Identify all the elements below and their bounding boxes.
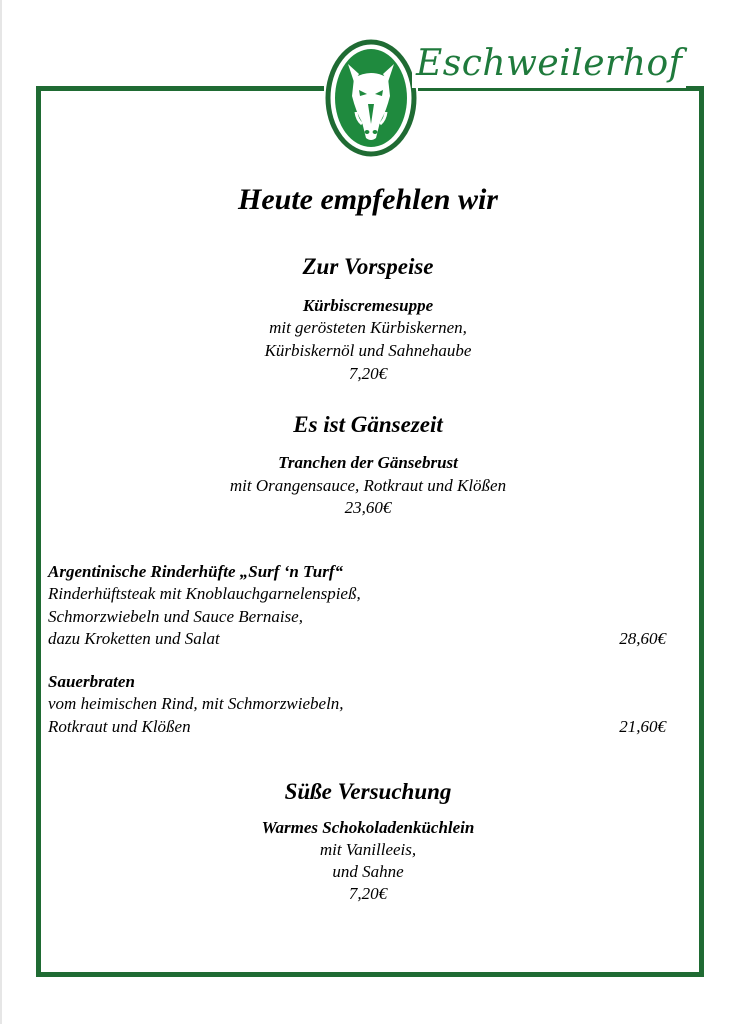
dish-description-line: vom heimischen Rind, mit Schmorzwiebeln, <box>48 694 344 713</box>
dish-description-line: Schmorzwiebeln und Sauce Bernaise, <box>48 607 303 626</box>
dish-price: 21,60€ <box>619 717 666 736</box>
dish-description-line: Rotkraut und Klößen <box>48 717 191 736</box>
dish-name-sauerbraten: Sauerbraten <box>48 672 135 691</box>
dish-description-line: Rinderhüftsteak mit Knoblauchgarnelenspieß, <box>48 584 361 603</box>
dish-price: 28,60€ <box>619 629 666 648</box>
dish-price: 23,60€ <box>344 498 392 517</box>
page-title: Heute empfehlen wir <box>238 183 498 216</box>
section-title-dessert: Süße Versuchung <box>284 779 452 804</box>
boar-head-icon <box>324 38 418 158</box>
dish-description-line: Kürbiskernöl und Sahnehaube <box>264 341 472 360</box>
dish-description-line: dazu Kroketten und Salat <box>48 629 220 648</box>
dish-price: 7,20€ <box>348 364 388 383</box>
dish-name-goose: Tranchen der Gänsebrust <box>278 453 458 472</box>
dish-price: 7,20€ <box>348 884 388 903</box>
logo <box>324 38 418 158</box>
section-title-starter: Zur Vorspeise <box>302 254 434 279</box>
dish-description-line: mit Vanilleeis, <box>319 840 417 859</box>
dish-name-soup: Kürbiscremesuppe <box>302 296 434 315</box>
dish-description-line: und Sahne <box>332 862 404 881</box>
section-title-goose: Es ist Gänsezeit <box>293 412 443 437</box>
dish-description-line: mit gerösteten Kürbiskernen, <box>269 318 467 337</box>
dish-name-dessert: Warmes Schokoladenküchlein <box>261 818 475 837</box>
dish-description-line: mit Orangensauce, Rotkraut und Klößen <box>229 476 507 495</box>
dish-name-surf-turf: Argentinische Rinderhüfte „Surf ‘n Turf“ <box>48 562 344 581</box>
brand-name: Eschweilerhof <box>412 40 686 88</box>
